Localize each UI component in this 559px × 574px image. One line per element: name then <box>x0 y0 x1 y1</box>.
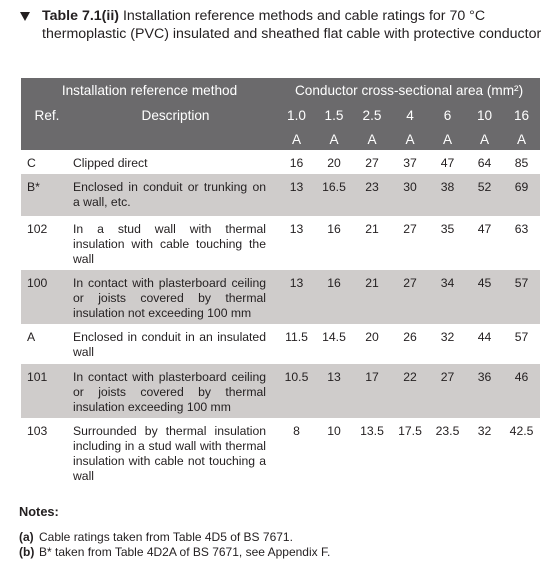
row-ref: 101 <box>27 370 48 384</box>
unit-header: A <box>329 131 339 147</box>
row-description: In a stud wall with thermal insulation with cable touching the wall <box>73 222 266 266</box>
rating-cell: 42.5 <box>509 424 534 438</box>
row-description: In contact with plasterboard ceiling or joists covered by thermal insulation exceeding 100 mm <box>73 370 266 414</box>
row-ref: B* <box>27 180 40 194</box>
rating-cell: 57 <box>514 330 529 344</box>
rating-cell: 27 <box>440 370 455 384</box>
rating-cell: 85 <box>514 156 529 170</box>
rating-cell: 13 <box>289 222 304 236</box>
rating-cell: 13 <box>289 276 304 290</box>
description-column-header: Description <box>141 108 210 123</box>
rating-cell: 23.5 <box>435 424 460 438</box>
table-row <box>21 418 540 494</box>
row-description: In contact with plasterboard ceiling or joists covered by thermal insulation not exceeding 100 mm <box>73 276 266 320</box>
rating-cell: 35 <box>440 222 455 236</box>
table-number: Table 7.1(ii) <box>42 8 119 24</box>
table-row <box>21 270 540 324</box>
ratings-table <box>21 78 540 494</box>
row-description: Clipped direct <box>73 156 148 170</box>
rating-cell: 45 <box>477 276 492 290</box>
rating-cell: 32 <box>477 424 492 438</box>
rating-cell: 47 <box>440 156 455 170</box>
rating-cell: 32 <box>440 330 455 344</box>
row-description: Enclosed in conduit in an insulated wall <box>73 330 266 359</box>
rating-cell: 20 <box>365 330 379 344</box>
table-row <box>21 216 540 270</box>
rating-cell: 38 <box>440 180 455 194</box>
rating-cell: 52 <box>477 180 492 194</box>
note-marker: (a) <box>19 530 34 544</box>
row-ref: 100 <box>27 276 48 290</box>
size-header: 10 <box>476 108 493 123</box>
note-marker: (b) <box>19 545 35 559</box>
note-item <box>19 545 539 560</box>
table-row <box>21 364 540 418</box>
table-row <box>21 174 540 216</box>
rating-cell: 13.5 <box>360 424 384 438</box>
triangle-down-icon <box>20 12 30 21</box>
method-group-header: Installation reference method <box>61 83 238 98</box>
size-header: 1.5 <box>324 108 344 123</box>
rating-cell: 16.5 <box>322 180 346 194</box>
rating-cell: 10 <box>327 424 341 438</box>
rating-cell: 8 <box>293 424 300 438</box>
rating-cell: 10.5 <box>284 370 309 384</box>
rating-cell: 17.5 <box>398 424 422 438</box>
row-ref: C <box>27 156 36 170</box>
row-ref: 103 <box>27 424 48 438</box>
rating-cell: 22 <box>403 370 417 384</box>
rating-cell: 36 <box>477 370 492 384</box>
size-header: 1.0 <box>287 108 306 123</box>
rating-cell: 34 <box>440 276 455 290</box>
rating-cell: 64 <box>477 156 492 170</box>
rating-cell: 37 <box>403 156 417 170</box>
rating-cell: 63 <box>514 222 529 236</box>
rating-cell: 27 <box>365 156 379 170</box>
size-header: 4 <box>406 108 414 123</box>
note-text: B* taken from Table 4D2A of BS 7671, see Appendix F. <box>39 545 331 559</box>
rating-cell: 44 <box>477 330 492 344</box>
table-row <box>21 324 540 364</box>
rating-cell: 17 <box>365 370 379 384</box>
unit-header: A <box>367 131 377 147</box>
ref-column-header: Ref. <box>34 108 60 123</box>
unit-header: A <box>291 131 302 147</box>
rating-cell: 16 <box>327 222 341 236</box>
header-row-units <box>21 128 540 150</box>
rating-cell: 13 <box>289 180 304 194</box>
rating-cell: 27 <box>403 276 417 290</box>
rating-cell: 30 <box>403 180 417 194</box>
rating-cell: 16 <box>327 276 341 290</box>
unit-header: A <box>405 131 415 147</box>
table-row <box>21 150 540 174</box>
rating-cell: 46 <box>514 370 529 384</box>
note-text: Cable ratings taken from Table 4D5 of BS 7671. <box>39 530 293 544</box>
size-header: 2.5 <box>362 108 382 123</box>
header-row-columns <box>21 103 540 128</box>
rating-cell: 21 <box>365 222 379 236</box>
rating-cell: 16 <box>289 156 304 170</box>
rating-cell: 27 <box>403 222 417 236</box>
row-ref: A <box>27 330 36 344</box>
area-group-header: Conductor cross-sectional area (mm²) <box>294 83 524 98</box>
rating-cell: 13 <box>327 370 341 384</box>
rating-cell: 21 <box>365 276 379 290</box>
row-ref: 102 <box>27 222 48 236</box>
rating-cell: 23 <box>365 180 379 194</box>
size-header: 16 <box>513 108 530 123</box>
rating-cell: 26 <box>403 330 417 344</box>
unit-header: A <box>517 131 527 147</box>
header-row-group <box>21 78 540 103</box>
notes-section <box>19 504 539 560</box>
row-description: Surrounded by thermal insulation including in a stud wall with thermal insulation with cable not touching a wall <box>73 424 266 483</box>
table-caption: Installation reference methods and cable ratings for 70 °C thermoplastic (PVC) insulated and sheathed flat cable with protective conductor <box>42 8 542 42</box>
note-item <box>19 530 539 545</box>
row-description: Enclosed in conduit or trunking on a wall, etc. <box>73 180 266 209</box>
unit-header: A <box>442 131 453 147</box>
rating-cell: 11.5 <box>285 330 308 344</box>
rating-cell: 69 <box>514 180 529 194</box>
rating-cell: 14.5 <box>322 330 346 344</box>
rating-cell: 20 <box>327 156 341 170</box>
rating-cell: 57 <box>514 276 529 290</box>
notes-heading: Notes: <box>19 504 59 519</box>
table-title <box>22 8 552 43</box>
size-header: 6 <box>443 108 452 123</box>
unit-header: A <box>479 131 490 147</box>
rating-cell: 47 <box>477 222 492 236</box>
